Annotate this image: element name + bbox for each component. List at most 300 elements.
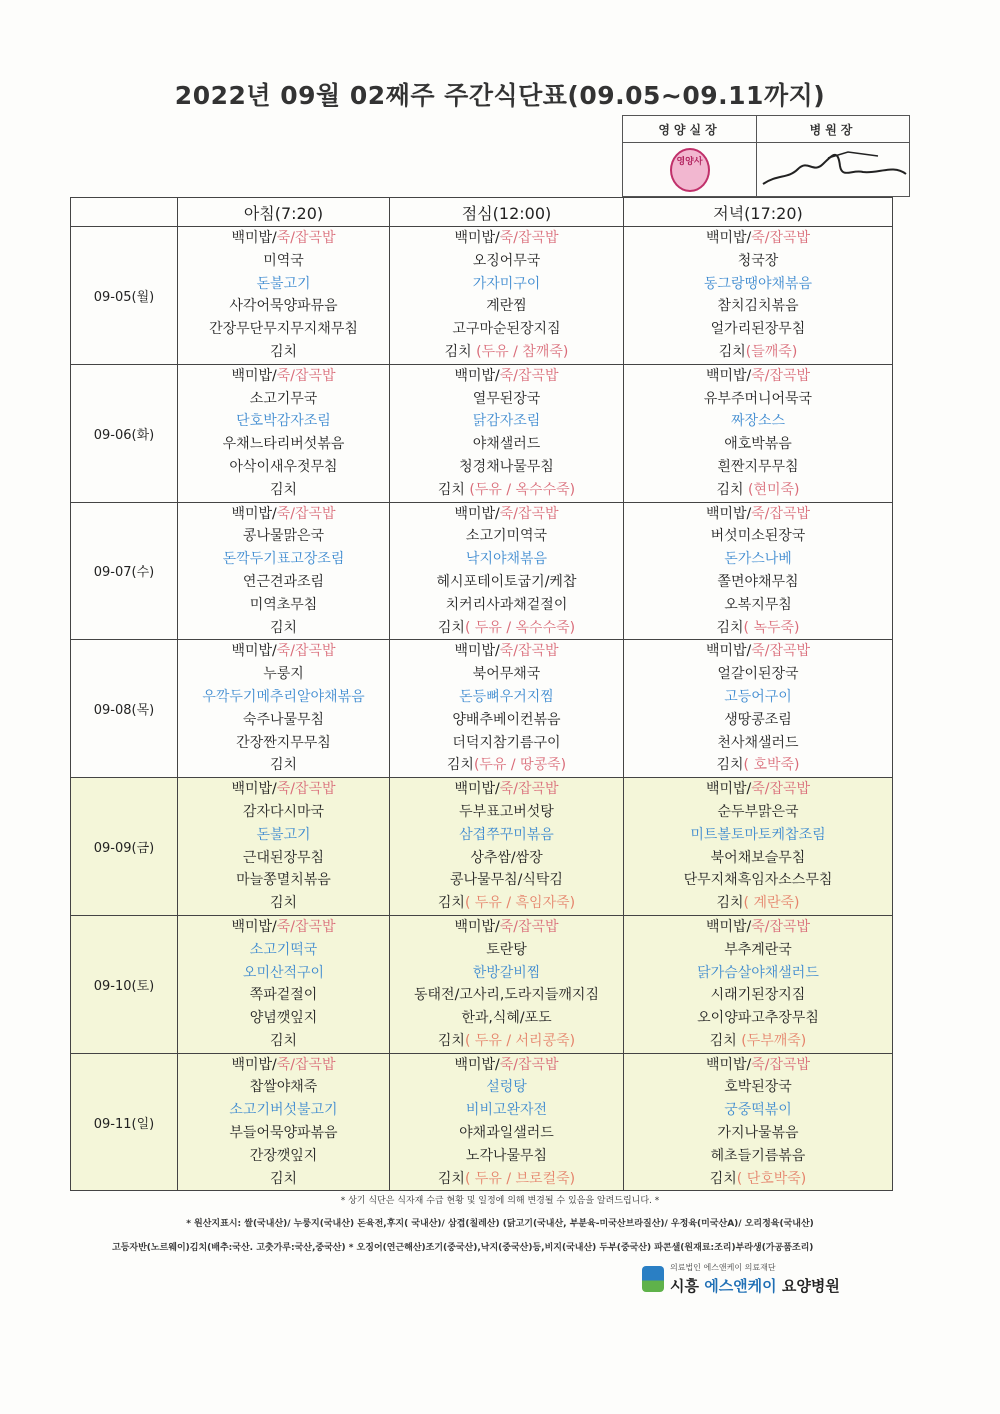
menu-item xyxy=(624,456,892,479)
menu-item xyxy=(178,1122,389,1145)
menu-item xyxy=(624,778,892,801)
day-row xyxy=(71,227,893,365)
menu-item-text: 김치 xyxy=(444,343,477,360)
day-row xyxy=(71,778,893,916)
menu-item xyxy=(390,365,623,388)
menu-item-text: 백미밥/ xyxy=(231,781,277,798)
menu-item xyxy=(178,640,389,663)
menu-item-text: 간장깻잎지 xyxy=(249,1147,318,1164)
day-label: 09-05(월) xyxy=(71,227,178,365)
menu-item-text: 얼갈이된장국 xyxy=(717,666,799,683)
menu-item xyxy=(624,892,892,915)
menu-item-text: 노각나물무침 xyxy=(465,1147,548,1164)
menu-item xyxy=(624,341,892,364)
menu-item-text: 생땅콩조림 xyxy=(724,711,792,728)
menu-item-text: 죽/잡곡밥 xyxy=(499,367,559,384)
menu-item-text: 우채느타리버섯볶음 xyxy=(222,436,345,453)
day-label: 09-07(수) xyxy=(71,502,178,640)
menu-item-text: 청국장 xyxy=(737,252,779,269)
menu-item-text: 닭가슴살야채샐러드 xyxy=(697,964,819,981)
menu-item xyxy=(390,1007,623,1030)
menu-item xyxy=(624,548,892,571)
menu-item xyxy=(390,962,623,985)
menu-item xyxy=(178,732,389,755)
menu-item xyxy=(178,1076,389,1099)
menu-item-text: 죽/잡곡밥 xyxy=(751,643,811,660)
dinner-cell xyxy=(624,227,893,365)
menu-item-text: 김치 xyxy=(446,757,474,774)
page-title: 2022년 09월 02째주 주간식단표(09.05~09.11까지) xyxy=(174,81,826,110)
menu-item xyxy=(178,984,389,1007)
menu-item xyxy=(178,1168,389,1191)
menu-item-text: 단무지채흑임자소스무침 xyxy=(683,872,833,889)
menu-body xyxy=(71,227,893,1191)
menu-item xyxy=(390,1030,623,1053)
menu-item xyxy=(178,433,389,456)
menu-item xyxy=(390,640,623,663)
menu-item xyxy=(624,801,892,824)
menu-item xyxy=(390,318,623,341)
menu-item-text: 김치 xyxy=(269,343,298,360)
menu-item xyxy=(624,525,892,548)
menu-item-text: (두유 / 옥수수죽) xyxy=(469,481,576,498)
menu-item-text: 토란탕 xyxy=(486,941,527,958)
menu-item-text: (두유 / 땅콩죽) xyxy=(473,757,567,774)
breakfast-cell xyxy=(178,227,390,365)
menu-item xyxy=(178,1145,389,1168)
menu-item-text: 미역초무침 xyxy=(249,596,318,613)
menu-item xyxy=(390,341,623,364)
menu-item xyxy=(624,1054,892,1077)
dinner-cell xyxy=(624,778,893,916)
director-signature xyxy=(758,144,908,192)
menu-item xyxy=(624,617,892,640)
weekly-menu-table xyxy=(70,197,893,1191)
menu-item-text: 김치 xyxy=(269,1032,298,1049)
menu-item-text: 치커리사과채겉절이 xyxy=(445,596,568,613)
menu-item xyxy=(390,1054,623,1077)
menu-item-text: 백미밥/ xyxy=(705,367,752,384)
menu-item-text: 단호박감자조림 xyxy=(236,413,331,430)
menu-item xyxy=(178,754,389,777)
corner-cell xyxy=(71,198,178,227)
menu-item xyxy=(390,709,623,732)
approval-label-dietitian: 영양실장 xyxy=(623,116,757,143)
menu-item xyxy=(390,847,623,870)
menu-item-text: 백미밥/ xyxy=(231,367,277,384)
menu-item-text: 백미밥/ xyxy=(454,1056,500,1073)
menu-item-text: 백미밥/ xyxy=(705,505,752,522)
menu-item-text: 백미밥/ xyxy=(705,643,752,660)
menu-item-text: 궁중떡볶이 xyxy=(724,1102,792,1119)
menu-item xyxy=(390,548,623,571)
menu-item xyxy=(178,571,389,594)
header-breakfast: 아침(7:20) xyxy=(178,198,390,227)
menu-item xyxy=(624,318,892,341)
menu-item-text: 죽/잡곡밥 xyxy=(499,505,559,522)
menu-item xyxy=(390,1145,623,1168)
menu-item xyxy=(624,640,892,663)
menu-item-text: 오이양파고추장무침 xyxy=(697,1010,819,1027)
menu-item xyxy=(390,503,623,526)
breakfast-cell xyxy=(178,778,390,916)
lunch-cell xyxy=(390,640,624,778)
menu-item-text: 김치 xyxy=(709,1032,742,1049)
menu-item-text: ( 단호박죽) xyxy=(736,1170,807,1187)
lunch-cell xyxy=(390,502,624,640)
menu-item xyxy=(390,250,623,273)
day-label: 09-06(화) xyxy=(71,364,178,502)
breakfast-cell xyxy=(178,502,390,640)
breakfast-cell xyxy=(178,640,390,778)
menu-item-text: 북어무채국 xyxy=(472,666,541,683)
lunch-cell xyxy=(390,1053,624,1191)
menu-item xyxy=(178,250,389,273)
menu-item xyxy=(624,709,892,732)
menu-item xyxy=(178,663,389,686)
menu-item-text: 백미밥/ xyxy=(454,505,500,522)
menu-item-text: 가지나물볶음 xyxy=(717,1125,799,1142)
menu-item-text: 쪽파겉절이 xyxy=(249,987,318,1004)
day-label: 09-08(목) xyxy=(71,640,178,778)
menu-item-text: ( 두유 / 흑임자죽) xyxy=(464,895,576,912)
menu-item xyxy=(390,984,623,1007)
menu-item xyxy=(178,227,389,250)
menu-item-text: 소고기무국 xyxy=(249,390,318,407)
menu-item-text: 쫄면야채무침 xyxy=(717,573,799,590)
dinner-cell xyxy=(624,640,893,778)
menu-item-text: 미역국 xyxy=(263,252,304,269)
breakfast-cell xyxy=(178,915,390,1053)
menu-item xyxy=(390,479,623,502)
menu-item-text: 미트볼토마토케찹조림 xyxy=(690,826,826,843)
menu-item-text: 백미밥/ xyxy=(231,918,277,935)
menu-item-text: 백미밥/ xyxy=(705,230,752,246)
menu-item xyxy=(390,227,623,250)
menu-item xyxy=(178,456,389,479)
lunch-cell xyxy=(390,915,624,1053)
menu-item-text: 닭감자조림 xyxy=(472,413,541,430)
menu-item xyxy=(624,594,892,617)
day-label: 09-10(토) xyxy=(71,915,178,1053)
menu-item-text: 헤시포테이토굽기/케찹 xyxy=(436,573,577,590)
menu-item xyxy=(624,1145,892,1168)
menu-item-text: 죽/잡곡밥 xyxy=(499,781,559,798)
menu-item-text: 동태전/고사리,도라지들깨지짐 xyxy=(414,987,599,1004)
menu-item xyxy=(178,341,389,364)
menu-item-text: 설렁탕 xyxy=(486,1079,527,1096)
menu-item-text: 동그랑땡야채볶음 xyxy=(703,275,813,292)
menu-item xyxy=(624,227,892,250)
menu-item-text: 김치 xyxy=(437,481,470,498)
menu-item xyxy=(624,962,892,985)
menu-item-text: 죽/잡곡밥 xyxy=(499,918,559,935)
origin-notice-2: 고등자반(노르웨이)김치(배추:국산. 고춧가루:국산,중국산) * 오징어(연근해산)조기(중국산),낙지(중국산)등,비지(국내산) 두부(중국산) 파콘샐(원재료:조리)부라생(가공품조리) xyxy=(112,1243,814,1253)
menu-item xyxy=(624,824,892,847)
menu-item-text: 김치 xyxy=(269,1170,298,1187)
menu-item xyxy=(390,939,623,962)
menu-item xyxy=(624,1099,892,1122)
menu-item-text: 간장무단무지무지채무침 xyxy=(209,321,358,338)
menu-item xyxy=(624,1007,892,1030)
menu-item-text: 김치 xyxy=(269,895,298,912)
menu-item-text: 더덕지참기름구이 xyxy=(452,734,561,751)
menu-item-text: 부들어묵양파볶음 xyxy=(229,1125,338,1142)
menu-item-text: 백미밥/ xyxy=(454,918,500,935)
menu-item-text: 감자다시마국 xyxy=(242,803,325,820)
menu-item xyxy=(390,273,623,296)
day-label: 09-09(금) xyxy=(71,778,178,916)
menu-item-text: 백미밥/ xyxy=(705,1056,752,1073)
menu-item-text: 오징어무국 xyxy=(472,252,541,269)
menu-item-text: 상추쌈/쌈장 xyxy=(470,849,543,866)
menu-item-text: 오복지무침 xyxy=(724,596,792,613)
menu-item xyxy=(390,525,623,548)
day-row xyxy=(71,502,893,640)
menu-item xyxy=(624,663,892,686)
menu-item xyxy=(178,273,389,296)
menu-item-text: 낙지야채볶음 xyxy=(465,551,548,568)
header-dinner: 저녁(17:20) xyxy=(624,198,893,227)
menu-item xyxy=(624,939,892,962)
menu-item-text: 죽/잡곡밥 xyxy=(751,230,811,246)
menu-item-text: 참치김치볶음 xyxy=(717,298,799,315)
menu-item xyxy=(624,503,892,526)
menu-item xyxy=(390,869,623,892)
menu-item xyxy=(624,1168,892,1191)
menu-item xyxy=(390,892,623,915)
menu-item-text: (두유 / 참깨죽) xyxy=(476,343,569,360)
menu-item xyxy=(178,525,389,548)
menu-item xyxy=(178,365,389,388)
change-notice: * 상기 식단은 식자재 수급 현황 및 일정에 의해 변경될 수 있음을 알려드립니다. * xyxy=(340,1196,660,1206)
menu-item xyxy=(624,479,892,502)
menu-item-text: 백미밥/ xyxy=(705,918,752,935)
approval-label-director: 병원장 xyxy=(757,116,910,143)
menu-item xyxy=(390,754,623,777)
menu-item xyxy=(178,410,389,433)
menu-item xyxy=(390,686,623,709)
menu-item-text: 죽/잡곡밥 xyxy=(751,781,811,798)
menu-item-text: 호박된장국 xyxy=(724,1079,792,1096)
menu-item-text: ( 두유 / 브로컬죽) xyxy=(464,1170,576,1187)
menu-item xyxy=(178,962,389,985)
menu-item-text: 계란찜 xyxy=(486,298,527,315)
menu-item-text: 얼가리된장무침 xyxy=(710,321,806,338)
dinner-cell xyxy=(624,364,893,502)
menu-item xyxy=(178,548,389,571)
menu-item xyxy=(390,1168,623,1191)
menu-item-text: 두부표고버섯탕 xyxy=(459,803,554,820)
menu-item-text: 흰짠지무무침 xyxy=(717,458,799,475)
menu-item-text: 김치 xyxy=(716,895,744,912)
menu-item-text: 오미산적구이 xyxy=(242,964,325,981)
hospital-name: 시흥 에스앤케이 요양병원 xyxy=(670,1277,840,1295)
menu-item-text: ( 녹두죽) xyxy=(743,619,800,636)
menu-item-text: 부추계란국 xyxy=(724,941,792,958)
day-row xyxy=(71,640,893,778)
menu-item-text: 김치 xyxy=(709,1170,737,1187)
menu-item-text: 양념깻잎지 xyxy=(249,1010,318,1027)
menu-item xyxy=(178,388,389,411)
menu-item-text: 백미밥/ xyxy=(454,781,500,798)
menu-item-text: 마늘쫑멸치볶음 xyxy=(236,872,331,889)
menu-item-text: 고구마순된장지짐 xyxy=(452,321,561,338)
menu-item-text: 시래기된장지짐 xyxy=(710,987,806,1004)
hospital-foundation: 의료법인 에스앤케이 의료재단 xyxy=(670,1263,776,1272)
menu-item-text: 백미밥/ xyxy=(454,230,500,246)
breakfast-cell xyxy=(178,1053,390,1191)
menu-item-text: 소고기떡국 xyxy=(249,941,318,958)
menu-item xyxy=(390,410,623,433)
menu-item-text: 백미밥/ xyxy=(454,643,500,660)
menu-item-text: 야채과일샐러드 xyxy=(459,1125,554,1142)
day-row xyxy=(71,915,893,1053)
menu-item xyxy=(178,295,389,318)
menu-item xyxy=(178,1099,389,1122)
menu-item-text: 김치 xyxy=(437,1170,465,1187)
day-label: 09-11(일) xyxy=(71,1053,178,1191)
menu-item xyxy=(390,916,623,939)
menu-item-text: 가자미구이 xyxy=(472,275,541,292)
menu-item xyxy=(178,1007,389,1030)
menu-item xyxy=(624,433,892,456)
menu-item xyxy=(178,479,389,502)
menu-item-text: 소고기미역국 xyxy=(465,528,548,545)
day-row xyxy=(71,364,893,502)
menu-item-text: (현미죽) xyxy=(748,481,800,498)
menu-item xyxy=(624,250,892,273)
menu-item xyxy=(178,503,389,526)
menu-item-text: ( 두유 / 서리콩죽) xyxy=(464,1032,576,1049)
menu-item-text: ( 두유 / 옥수수죽) xyxy=(464,619,576,636)
menu-item-text: 죽/잡곡밥 xyxy=(499,643,559,660)
menu-item xyxy=(624,410,892,433)
menu-item xyxy=(390,1099,623,1122)
menu-item-text: 김치 xyxy=(437,895,465,912)
menu-item-text: 콩나물맑은국 xyxy=(242,528,325,545)
menu-item-text: 한방갈비찜 xyxy=(472,964,541,981)
menu-item-text: 죽/잡곡밥 xyxy=(499,1056,559,1073)
menu-item-text: 찹쌀야채죽 xyxy=(249,1079,318,1096)
menu-item-text: 죽/잡곡밥 xyxy=(751,1056,811,1073)
menu-item-text: 백미밥/ xyxy=(231,643,277,660)
menu-item xyxy=(390,732,623,755)
menu-item xyxy=(178,617,389,640)
menu-item-text: 돈불고기 xyxy=(256,826,311,843)
approval-box xyxy=(622,115,910,197)
menu-item xyxy=(178,801,389,824)
menu-item-text: 김치 xyxy=(716,757,744,774)
menu-item xyxy=(624,686,892,709)
menu-item-text: 죽/잡곡밥 xyxy=(276,643,336,660)
menu-item xyxy=(390,388,623,411)
menu-item-text: 짜장소스 xyxy=(730,413,786,430)
menu-item-text: 헤초들기름볶음 xyxy=(710,1147,806,1164)
menu-item-text: 북어채보슬무침 xyxy=(710,849,806,866)
menu-item xyxy=(624,1122,892,1145)
menu-item xyxy=(390,663,623,686)
menu-item-text: 비비고완자전 xyxy=(465,1102,548,1119)
lunch-cell xyxy=(390,364,624,502)
header-lunch: 점심(12:00) xyxy=(390,198,624,227)
menu-item-text: 돈깍두기표고장조림 xyxy=(222,551,345,568)
menu-item xyxy=(178,869,389,892)
menu-item xyxy=(178,709,389,732)
menu-item-text: 돈가스나베 xyxy=(724,551,792,568)
menu-item-text: 죽/잡곡밥 xyxy=(751,367,811,384)
lunch-cell xyxy=(390,778,624,916)
menu-item-text: 천사채샐러드 xyxy=(717,734,799,751)
menu-item xyxy=(624,1076,892,1099)
menu-item-text: 김치 xyxy=(716,619,744,636)
menu-item xyxy=(624,754,892,777)
dinner-cell xyxy=(624,1053,893,1191)
menu-item-text: 누룽지 xyxy=(263,666,304,683)
menu-item xyxy=(624,847,892,870)
menu-item xyxy=(390,824,623,847)
menu-item xyxy=(624,388,892,411)
menu-item xyxy=(624,365,892,388)
menu-item-text: 죽/잡곡밥 xyxy=(751,918,811,935)
menu-item-text: 순두부맑은국 xyxy=(717,803,799,820)
menu-item-text: 간장짠지무무침 xyxy=(236,734,331,751)
menu-item-text: 김치 xyxy=(718,343,746,360)
hospital-emblem-icon xyxy=(642,1266,664,1292)
menu-item xyxy=(178,1054,389,1077)
menu-item-text: 우깍두기메추리알야채볶음 xyxy=(202,688,365,705)
menu-item xyxy=(624,869,892,892)
menu-item-text: 돈불고기 xyxy=(256,275,311,292)
director-signature-cell xyxy=(757,143,910,197)
menu-item-text: 죽/잡곡밥 xyxy=(276,781,336,798)
menu-item-text: 열무된장국 xyxy=(472,390,541,407)
origin-notice-1: * 원산지표시: 쌀(국내산)/ 누룽지(국내산) 돈육전,후지( 국내산)/ 삼겹(칠레산) (닭고기(국내산, 부분육-미국산브라질산)/ 우정육(미국산A)/ 오리정육(국내산) xyxy=(186,1219,814,1229)
menu-item xyxy=(390,778,623,801)
lunch-cell xyxy=(390,227,624,365)
menu-item-text: 죽/잡곡밥 xyxy=(276,367,336,384)
menu-item xyxy=(178,686,389,709)
menu-item-text: 죽/잡곡밥 xyxy=(276,1056,336,1073)
menu-item xyxy=(178,594,389,617)
menu-item-text: 김치 xyxy=(269,481,298,498)
menu-item xyxy=(390,571,623,594)
menu-item xyxy=(178,847,389,870)
menu-item xyxy=(178,1030,389,1053)
menu-item xyxy=(390,433,623,456)
menu-item-text: 백미밥/ xyxy=(231,1056,277,1073)
menu-item-text: 청경채나물무침 xyxy=(459,458,554,475)
menu-item-text: 숙주나물무침 xyxy=(242,711,325,728)
menu-item xyxy=(624,984,892,1007)
menu-item-text: 백미밥/ xyxy=(231,230,277,246)
menu-item-text: (두부깨죽) xyxy=(741,1032,807,1049)
menu-item-text: 백미밥/ xyxy=(705,781,752,798)
menu-item-text: 야채샐러드 xyxy=(472,436,541,453)
menu-item-text: 돈등뼈우거지찜 xyxy=(459,688,554,705)
menu-item-text: 김치 xyxy=(437,619,465,636)
breakfast-cell xyxy=(178,364,390,502)
menu-item xyxy=(624,916,892,939)
dinner-cell xyxy=(624,502,893,640)
menu-item xyxy=(178,824,389,847)
menu-item xyxy=(390,1076,623,1099)
day-row xyxy=(71,1053,893,1191)
menu-item-text: 삼겹쭈꾸미볶음 xyxy=(459,826,554,843)
menu-item-text: 백미밥/ xyxy=(231,505,277,522)
menu-item-text: ( 호박죽) xyxy=(743,757,800,774)
menu-item-text: 소고기버섯불고기 xyxy=(229,1102,338,1119)
